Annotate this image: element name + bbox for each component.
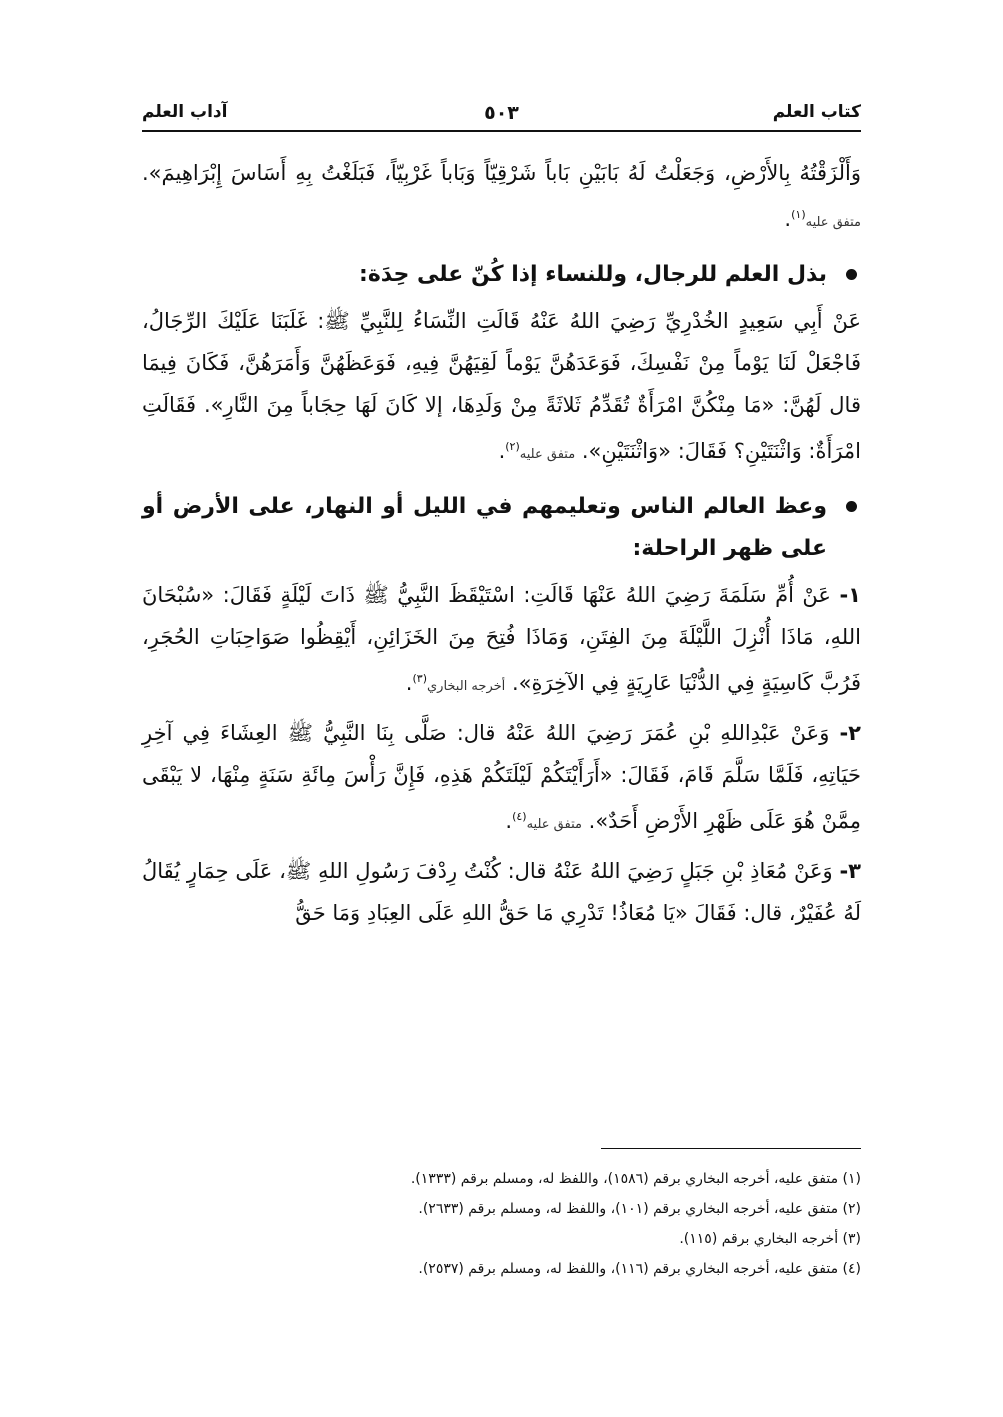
hadith-reference: متفق عليه — [519, 447, 576, 462]
item-number: ٢- — [839, 721, 861, 745]
paragraph-text: عَنْ أَبِي سَعِيدٍ الخُدْرِيِّ رَضِيَ اللهُ عَنْهُ قَالَتِ النِّسَاءُ لِلنَّبِيِّ ﷺ: غَلَبَنَا عَلَيْكَ الرِّجَالُ، فَاجْعَلْ لَنَا يَوْماً مِنْ نَفْسِكَ، فَوَعَدَهُنَّ يَوْماً لَقِيَهُنَّ فِيهِ، فَوَعَظَهُنَّ وَأَمَرَهُنَّ، فَكَانَ فِيمَا قال لَهُنَّ: «مَا مِنْكُنَّ امْرَأَةٌ تُقَدِّمُ ثَلاثَةً مِنْ وَلَدِهَا، إلا كَانَ لَهَا حِجَاباً مِنَ النَّارِ». فَقَالَتِ امْرَأَةٌ: وَاثْنَتَيْنِ؟ فَقَالَ: «وَاثْنَتَيْنِ». — [142, 309, 861, 463]
chapter-title: آداب العلم — [142, 102, 228, 122]
footnote-marker: (١) — [791, 208, 806, 221]
footnotes — [142, 1164, 861, 1284]
book-title: كتاب العلم — [772, 102, 861, 122]
section-heading-text: بذل العلم للرجال، وللنساء إذا كُنّ على حِدَة: — [359, 262, 827, 287]
hadith-reference: أخرجه البخاري — [427, 679, 506, 694]
footnote: (٤) متفق عليه، أخرجه البخاري برقم (١١٦)، واللفظ له، ومسلم برقم (٢٥٣٧). — [418, 1261, 861, 1277]
item-number: ٣- — [839, 859, 861, 883]
item-number: ١- — [839, 583, 861, 607]
footnote-separator — [601, 1148, 861, 1149]
paragraph-continuation: وَأَلْزَقْتُهُ بِالأَرْضِ، وَجَعَلْتُ لَهُ بَابَيْنِ بَاباً شَرْقِيّاً وَبَاباً غَرْبِيّاً، فَبَلَغْتُ بِهِ أَسَاسَ إِبْرَاهِيمَ». متفق عليه$^{(١)}$. — [142, 161, 861, 231]
main-text — [142, 152, 861, 934]
section-heading — [142, 486, 861, 570]
section-heading-text: وعظ العالم الناس وتعليمهم في الليل أو النهار، على الأرض أو على ظهر الراحلة: — [142, 494, 827, 561]
hadith-reference: متفق عليه — [526, 817, 582, 832]
paragraph-text: وَعَنْ عَبْدِاللهِ بْنِ عُمَرَ رَضِيَ اللهُ عَنْهُ قال: صَلَّى بِنَا النَّبِيُّ ﷺ العِشَاءَ فِي آخِرِ حَيَاتِهِ، فَلَمَّا سَلَّمَ قَامَ، فَقَالَ: «أَرَأَيْتَكُمْ لَيْلَتَكُمْ هَذِهِ، فَإِنَّ رَأْسَ مِائَةِ سَنَةٍ مِنْهَا، لا يَبْقَى مِمَّنْ هُوَ عَلَى ظَهْرِ الأَرْضِ أَحَدٌ». — [142, 721, 861, 833]
page-number: ٥٠٣ — [484, 102, 519, 124]
section-heading — [142, 254, 861, 296]
bullet-icon — [846, 269, 857, 280]
numbered-hadith: ٢- وَعَنْ عَبْدِاللهِ بْنِ عُمَرَ رَضِيَ اللهُ عَنْهُ قال: صَلَّى بِنَا النَّبِيُّ ﷺ العِشَاءَ فِي آخِرِ حَيَاتِهِ، فَلَمَّا سَلَّمَ قَامَ، فَقَالَ: «أَرَأَيْتَكُمْ لَيْلَتَكُمْ هَذِهِ، فَإِنَّ رَأْسَ مِائَةِ سَنَةٍ مِنْهَا، لا يَبْقَى مِمَّنْ هُوَ عَلَى ظَهْرِ الأَرْضِ أَحَدٌ». متفق عليه$^{(٤)}$. — [142, 721, 861, 833]
paragraph-text: وَأَلْزَقْتُهُ بِالأَرْضِ، وَجَعَلْتُ لَهُ بَابَيْنِ بَاباً شَرْقِيّاً وَبَاباً غَرْبِيّاً، فَبَلَغْتُ بِهِ أَسَاسَ إِبْرَاهِيمَ». — [142, 161, 861, 185]
hadith-paragraph: عَنْ أَبِي سَعِيدٍ الخُدْرِيِّ رَضِيَ اللهُ عَنْهُ قَالَتِ النِّسَاءُ لِلنَّبِيِّ ﷺ: غَلَبَنَا عَلَيْكَ الرِّجَالُ، فَاجْعَلْ لَنَا يَوْماً مِنْ نَفْسِكَ، فَوَعَدَهُنَّ يَوْماً لَقِيَهُنَّ فِيهِ، فَوَعَظَهُنَّ وَأَمَرَهُنَّ، فَكَانَ فِيمَا قال لَهُنَّ: «مَا مِنْكُنَّ امْرَأَةٌ تُقَدِّمُ ثَلاثَةً مِنْ وَلَدِهَا، إلا كَانَ لَهَا حِجَاباً مِنَ النَّارِ». فَقَالَتِ امْرَأَةٌ: وَاثْنَتَيْنِ؟ فَقَالَ: «وَاثْنَتَيْنِ». متفق عليه$^{(٢)}$. — [142, 309, 861, 463]
footnote-marker: (٤) — [512, 810, 527, 823]
bullet-icon — [846, 501, 857, 512]
footnote: (٣) أخرجه البخاري برقم (١١٥). — [679, 1231, 861, 1247]
footnote: (٢) متفق عليه، أخرجه البخاري برقم (١٠١)، واللفظ له، ومسلم برقم (٢٦٣٣). — [418, 1201, 861, 1217]
numbered-hadith — [142, 850, 861, 934]
footnote: (١) متفق عليه، أخرجه البخاري برقم (١٥٨٦)، واللفظ له، ومسلم برقم (١٣٣٣). — [410, 1171, 861, 1187]
header-rule — [142, 130, 861, 132]
running-header — [142, 102, 861, 132]
paragraph-text: عَنْ أُمِّ سَلَمَةَ رَضِيَ اللهُ عَنْهَا قَالَتِ: اسْتَيْقَظَ النَّبِيُّ ﷺ ذَاتَ لَيْلَةٍ فَقَالَ: «سُبْحَانَ اللهِ، مَاذَا أُنْزِلَ اللَّيْلَةَ مِنَ الفِتَنِ، وَمَاذَا فُتِحَ مِنَ الخَزَائِنِ، أَيْقِظُوا صَوَاحِبَاتِ الحُجَرِ، فَرُبَّ كَاسِيَةٍ فِي الدُّنْيَا عَارِيَةٍ فِي الآخِرَةِ». — [142, 583, 861, 695]
hadith-reference: متفق عليه — [805, 215, 861, 230]
footnote-marker: (٣) — [412, 672, 427, 685]
paragraph-text: وَعَنْ مُعَاذِ بْنِ جَبَلٍ رَضِيَ اللهُ عَنْهُ قال: كُنْتُ رِدْفَ رَسُولِ اللهِ ﷺ، عَلَى حِمَارٍ يُقَالُ لَهُ عُفَيْرٌ، قال: فَقَالَ «يَا مُعَاذُ! تَدْرِي مَا حَقُّ اللهِ عَلَى العِبَادِ وَمَا حَقُّ — [142, 859, 861, 925]
numbered-hadith: ١- عَنْ أُمِّ سَلَمَةَ رَضِيَ اللهُ عَنْهَا قَالَتِ: اسْتَيْقَظَ النَّبِيُّ ﷺ ذَاتَ لَيْلَةٍ فَقَالَ: «سُبْحَانَ اللهِ، مَاذَا أُنْزِلَ اللَّيْلَةَ مِنَ الفِتَنِ، وَمَاذَا فُتِحَ مِنَ الخَزَائِنِ، أَيْقِظُوا صَوَاحِبَاتِ الحُجَرِ، فَرُبَّ كَاسِيَةٍ فِي الدُّنْيَا عَارِيَةٍ فِي الآخِرَةِ». أخرجه البخاري$^{(٣)}$. — [142, 583, 861, 695]
footnote-marker: (٢) — [505, 440, 520, 453]
